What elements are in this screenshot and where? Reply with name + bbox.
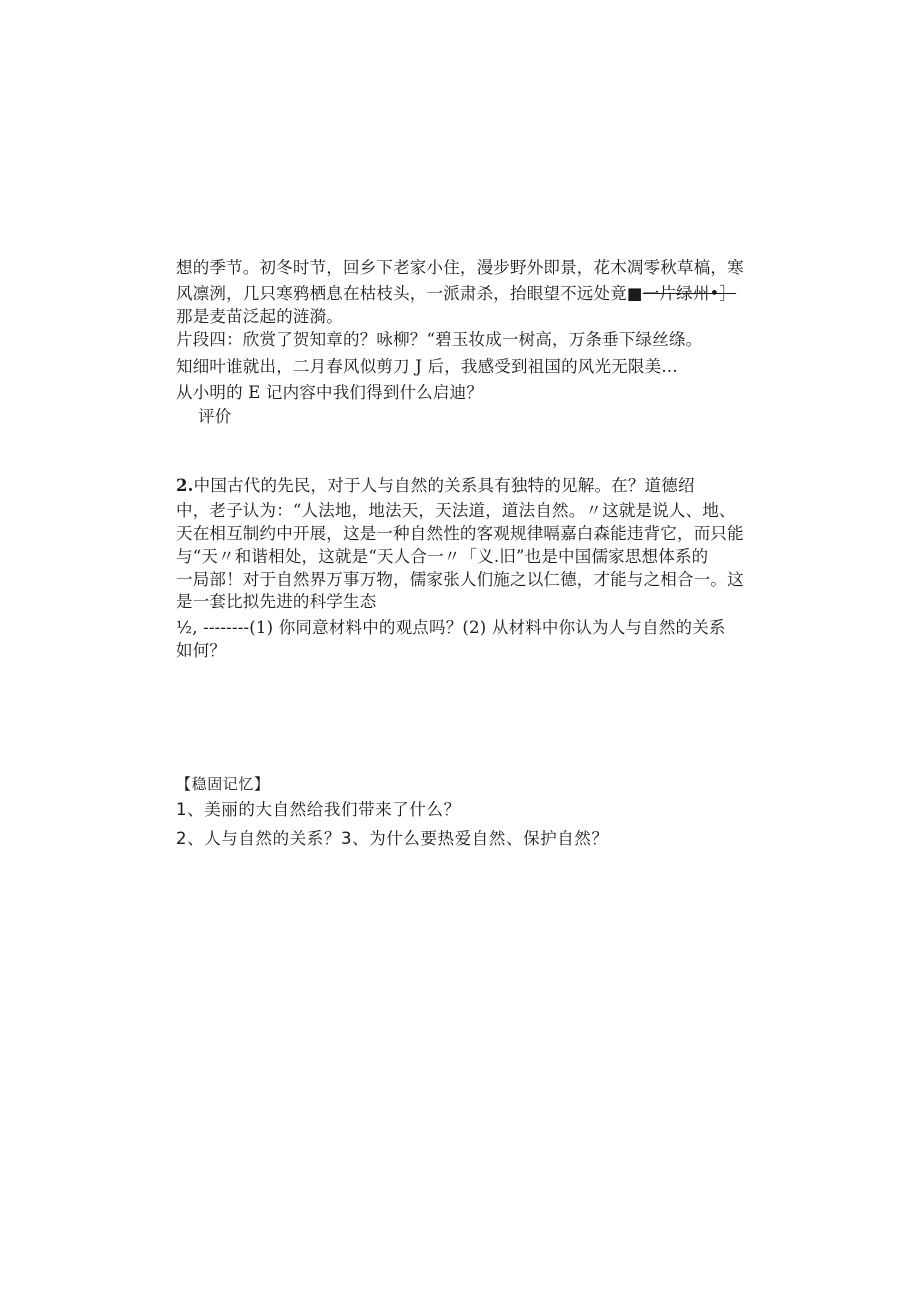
paragraph-line: 知细叶谁就出，二月春风似剪刀 J 后，我感受到祖国的风光无限美… xyxy=(176,357,679,376)
question-line: 从小明的 E 记内容中我们得到什么启迪？ xyxy=(176,383,484,402)
paragraph-line: 那是麦苗泛起的涟漪。 xyxy=(176,307,343,326)
review-question: 1、美丽的大自然给我们带来了什么？ xyxy=(176,800,461,819)
review-question: 2、人与自然的关系？3、为什么要热爱自然、保护自然？ xyxy=(176,829,609,848)
black-square-mark: ■ xyxy=(626,284,643,303)
question-line: ½, --------(1) 你同意材料中的观点吗？(2) 从材料中你认为人与自然的关系 xyxy=(176,618,726,637)
paragraph-line xyxy=(176,475,695,497)
section-heading: 【稳固记忆】 xyxy=(176,775,270,793)
evaluation-label: 评价 xyxy=(198,407,232,426)
paragraph-line: 天在相互制约中开展，这是一种自然性的客观规律嗝嘉白森能违背它，而只能 xyxy=(176,524,744,543)
text-segment: 中国古代的先民，对于人与自然的关系具有独特的见解。在？道德绍 xyxy=(193,476,695,495)
paragraph-line: 想的季节。初冬时节，回乡下老家小住，漫步野外即景，花木凋零秋草槁，寒 xyxy=(176,258,744,277)
question-number: 2. xyxy=(176,476,194,495)
struck-text: 一片绿州•］ xyxy=(642,284,737,303)
paragraph-line: 与“天〃和谐相处，这就是“天人合一〃「义.旧”也是中国儒家思想体系的 xyxy=(176,547,709,566)
paragraph-line xyxy=(176,283,736,305)
paragraph-line: 中，老子认为：“人法地，地法天，天法道，道法自然。〃这就是说人、地、 xyxy=(176,501,736,520)
paragraph-line: 片段四：欣赏了贺知章的？咏柳？“碧玉妆成一树高，万条垂下绿丝绦。 xyxy=(176,330,703,349)
text-segment: 风凛洌，几只寒鸦栖息在枯枝头，一派肃杀，抬眼望不远处竟 xyxy=(176,284,627,303)
question-line: 如何？ xyxy=(176,641,227,660)
paragraph-line: 是一套比拟先进的科学生态 xyxy=(176,592,377,611)
paragraph-line: 一局部！对于自然界万事万物，儒家张人们施之以仁德，才能与之相合一。这 xyxy=(176,570,744,589)
